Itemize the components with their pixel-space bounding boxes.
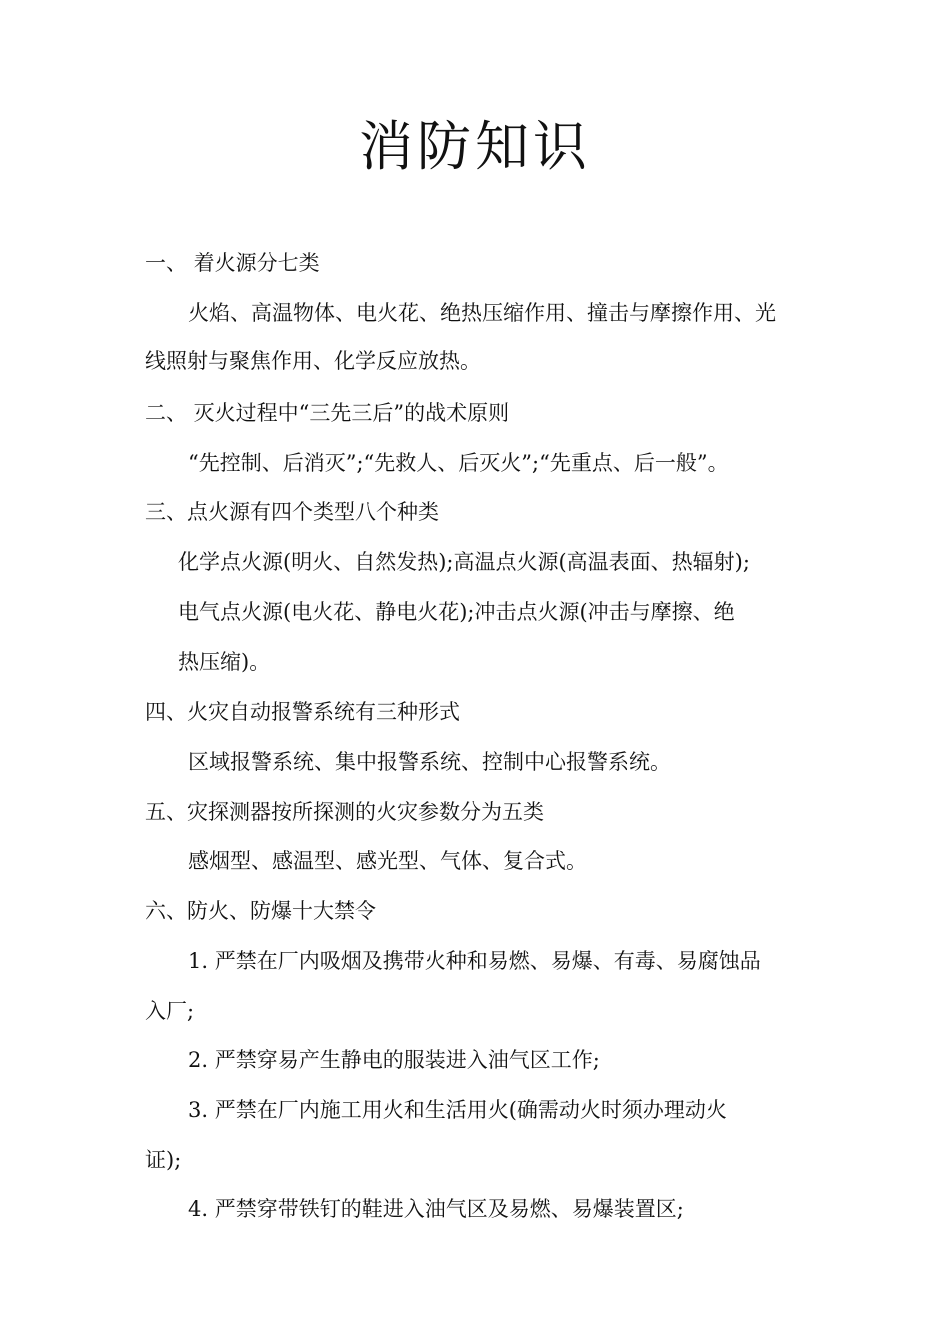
list-item-2: 2. 严禁穿易产生静电的服装进入油气区工作; bbox=[188, 1048, 600, 1072]
section-1-text: 火焰、高温物体、电火花、绝热压缩作用、撞击与摩擦作用、光 bbox=[188, 301, 776, 325]
list-item-4: 4. 严禁穿带铁钉的鞋进入油气区及易燃、易爆装置区; bbox=[188, 1197, 684, 1221]
section-heading-1: 一、 着火源分七类 bbox=[145, 251, 320, 275]
section-1-text-cont: 线照射与聚焦作用、化学反应放热。 bbox=[145, 349, 481, 373]
section-heading-2: 二、 灭火过程中“三先三后”的战术原则 bbox=[145, 401, 510, 425]
list-item-3: 3. 严禁在厂内施工用火和生活用火(确需动火时须办理动火 bbox=[188, 1098, 727, 1122]
section-4-text: 区域报警系统、集中报警系统、控制中心报警系统。 bbox=[188, 750, 671, 774]
section-3-text: 化学点火源(明火、自然发热);高温点火源(高温表面、热辐射); bbox=[178, 550, 750, 574]
list-item-1: 1. 严禁在厂内吸烟及携带火种和易燃、易爆、有毒、易腐蚀品 bbox=[188, 949, 761, 973]
list-item-1-cont: 入厂; bbox=[145, 999, 195, 1023]
page-title: 消防知识 bbox=[359, 115, 591, 178]
section-3-text-cont: 电气点火源(电火花、静电火花);冲击点火源(冲击与摩擦、绝 bbox=[178, 600, 735, 624]
section-heading-3: 三、点火源有四个类型八个种类 bbox=[145, 500, 439, 524]
section-heading-6: 六、防火、防爆十大禁令 bbox=[145, 899, 376, 923]
list-item-3-cont: 证); bbox=[145, 1148, 182, 1172]
section-heading-5: 五、灾探测器按所探测的火灾参数分为五类 bbox=[145, 800, 544, 824]
section-3-text-end: 热压缩)。 bbox=[178, 650, 271, 674]
section-heading-4: 四、火灾自动报警系统有三种形式 bbox=[145, 700, 460, 724]
section-5-text: 感烟型、感温型、感光型、气体、复合式。 bbox=[188, 849, 587, 873]
section-2-text: “先控制、后消灭”;“先救人、后灭火”;“先重点、后一般”。 bbox=[188, 451, 729, 475]
